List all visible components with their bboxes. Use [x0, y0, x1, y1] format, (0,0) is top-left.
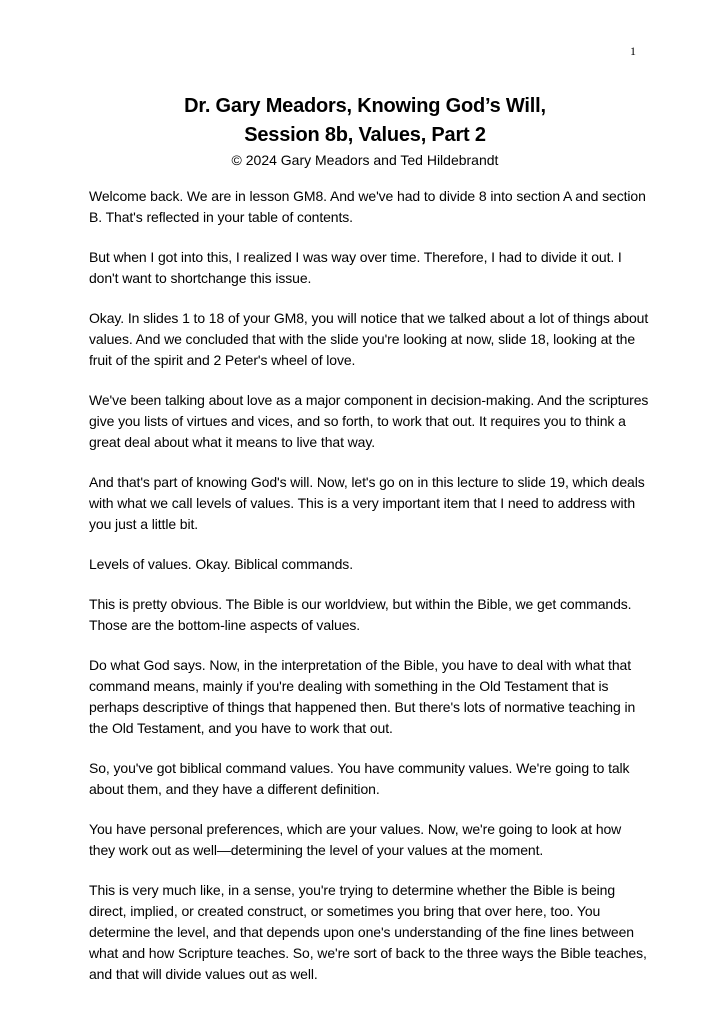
document-body	[89, 186, 649, 1004]
paragraph: Welcome back. We are in lesson GM8. And we've had to divide 8 into section A and section B. That's reflected in your table of contents.	[89, 188, 646, 225]
page-number: 1	[630, 44, 636, 58]
paragraph: This is very much like, in a sense, you're trying to determine whether the Bible is being direct, implied, or created construct, or sometimes you bring that over here, too. You determine the level, and that depends upon one's understanding of the fine lines between what and how Scripture teaches. So, we're sort of back to the three ways the Bible teaches, and that will divide values out as well.	[89, 882, 647, 982]
paragraph: Okay. In slides 1 to 18 of your GM8, you will notice that we talked about a lot of things about values. And we concluded that with the slide you're looking at now, slide 18, looking at the fruit of the spirit and 2 Peter's wheel of love.	[89, 310, 649, 368]
paragraph: We've been talking about love as a major component in decision-making. And the scriptures give you lists of virtues and vices, and so forth, to work that out. It requires you to think a great deal about what it means to live that way.	[89, 392, 649, 450]
copyright-notice: © 2024 Gary Meadors and Ted Hildebrandt	[231, 152, 499, 168]
document-title-line-1: Dr. Gary Meadors, Knowing God’s Will,	[184, 95, 546, 117]
paragraph: But when I got into this, I realized I was way over time. Therefore, I had to divide it out. I don't want to shortchange this issue.	[89, 249, 622, 286]
paragraph: This is pretty obvious. The Bible is our worldview, but within the Bible, we get commands. Those are the bottom-line aspects of values.	[89, 596, 632, 633]
document-header	[80, 92, 650, 170]
paragraph: So, you've got biblical command values. You have community values. We're going to talk about them, and they have a different definition.	[89, 760, 630, 797]
paragraph: You have personal preferences, which are your values. Now, we're going to look at how they work out as well—determining the level of your values at the moment.	[89, 821, 622, 858]
document-title-line-2: Session 8b, Values, Part 2	[244, 124, 486, 146]
paragraph: Do what God says. Now, in the interpretation of the Bible, you have to deal with what that command means, mainly if you're dealing with something in the Old Testament that is perhaps descriptive of things that happened then. But there's lots of normative teaching in the Old Testament, and you have to work that out.	[89, 657, 636, 736]
paragraph: Levels of values. Okay. Biblical commands.	[89, 556, 353, 572]
paragraph: And that's part of knowing God's will. Now, let's go on in this lecture to slide 19, which deals with what we call levels of values. This is a very important item that I need to address with you just a little bit.	[89, 474, 645, 532]
